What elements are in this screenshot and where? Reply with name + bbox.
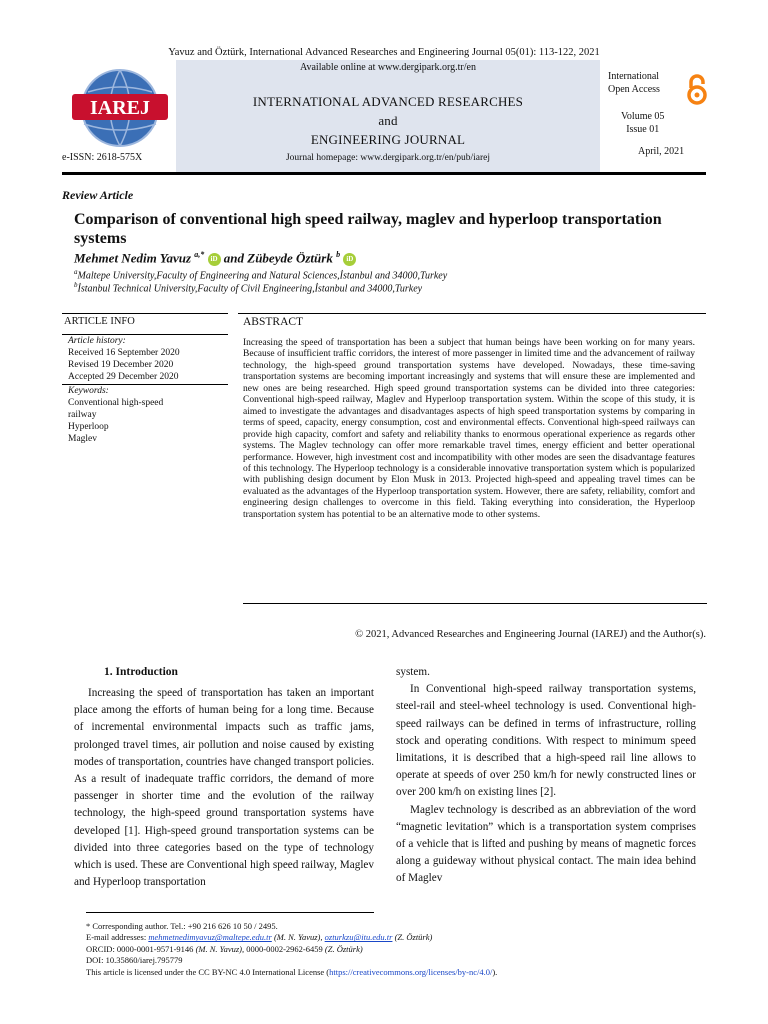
abstract-text: Increasing the speed of transportation has been a subject that human beings have been working on for many years. Because of insufficient traffic corridors, the interest of more passenger in limited time and the advancement of railway technology, the high-speed ground transportation systems have developed. Nowadays, these time-saving transportation systems are becoming important increasingly and systems that will ensure these are implemented and new ones are being researched. High speed ground transportation systems can be divided into three categories: Conventional high-speed railway, Maglev and Hyperloop transportation system. Within the scope of this study, it is aimed to investigate the advantages and disadvantages aspects of high speed transportation systems by comparing in terms of speed, capacity, energy consumption, cost and environmental effects. Conventional high-speed railways can provide high capacity, comfort and safety and reliability thanks to enormous operational experience as regards other systems. The Maglev technology can offer more remarkable travel times, energy efficient and better operational performance. However, high investment cost and incompatibility with other modes are seen the disadvantage features of this technology. The Hyperloop technology is a considerable innovative transportation system which is popularized with publishing design document by Elon Musk in 2013. Projected high-speed and appealing travel times can be evaluated as the advantages of the Hyperloop transportation system. However, there are safety, reliability, comfort and engineering design challenges to overcome in this field. Taking everything into consideration, the Hyperloop transportation system has potential to be an alternative mode to other systems.: [243, 338, 695, 520]
globe-logo-icon: [70, 62, 170, 152]
orcid2-name: (Z. Öztürk): [324, 943, 363, 954]
orcid1-name: (M. N. Yavuz),: [195, 943, 245, 954]
orcid-label: ORCID: 0000-0001-9571-9146: [86, 943, 194, 954]
author-1-sup: a,*: [194, 250, 205, 259]
issue: Issue 01: [626, 124, 660, 135]
affiliation-b: [74, 281, 422, 294]
masthead-rule: [62, 172, 706, 175]
orcid2-id: 0000-0002-2962-6459: [246, 943, 323, 954]
license-line: [86, 967, 497, 978]
abstract-label: ABSTRACT: [243, 316, 304, 328]
paragraph: Maglev technology is described as an abbreviation of the word “magnetic levitation” which is a transportation system comprises of a vehicle that is lifted and pushing by means of magnetic forces along a guideway without physical contact. The main idea behind of Maglev: [396, 803, 696, 885]
email-addresses: [86, 932, 497, 943]
license-post: ).: [492, 966, 498, 977]
article-title: Comparison of conventional high speed railway, maglev and hyperloop transportation systems: [74, 211, 662, 247]
keyword-2: Hyperloop: [68, 422, 109, 432]
available-online: Available online at www.dergipark.org.tr/en: [300, 62, 476, 73]
body-column-1: [74, 685, 374, 891]
paragraph: Increasing the speed of transportation has taken an important place among the efforts of human being for a long time. Because of incremental environmental impacts such as traffic jams, prolonged travel times, air pollution and noise caused by existing modes of transportation, countries have changed transport policies. As a result of inadequate traffic corridors, the demand of more passenger in shorter time and the evolution of the railway technology, the high-speed ground transportation systems have developed [1]. High-speed ground transportation systems can be divided into three categories based on the type of technology which is used. These are Conventional high speed railway, Maglev and Hyperloop transportation: [74, 687, 374, 889]
journal-title-line2: and: [378, 113, 398, 128]
affil-a-text: Maltepe University,Faculty of Engineering and Natural Sciences,İstanbul and 34000,Turkey: [77, 270, 448, 282]
author-2: Zübeyde Öztürk: [247, 250, 333, 266]
doi: DOI: 10.35860/iarej.795779: [86, 955, 183, 966]
logo-text: IAREJ: [89, 97, 151, 119]
footnotes: [86, 921, 497, 978]
volume: Volume 05: [621, 111, 665, 122]
author-2-sup: b: [336, 250, 341, 259]
issue-date: April, 2021: [638, 146, 685, 157]
keyword-1: Conventional high-speed railway: [68, 398, 164, 420]
email-label: E-mail addresses:: [86, 932, 147, 943]
abstract-rule: [238, 313, 706, 314]
paragraph: In Conventional high-speed railway transportation systems, steel-rail and steel-wheel technology is used. Conventional high-speed railways can be defined in terms of infrastructure, rolling stock and operating conditions. With respect to minimum speed limitations, it is described that a high-speed rail line allows to operate at speeds of over 250 km/h for newly constructed lines or over 200 km/h on existing lines [2].: [396, 683, 696, 799]
oa-line2: Open Access: [608, 84, 660, 95]
email2-name: (Z. Öztürk): [394, 932, 433, 943]
running-header: Yavuz and Öztürk, International Advanced Researches and Engineering Journal 05(01): 113-122, 2021: [168, 47, 600, 58]
email-link-2[interactable]: ozturkzu@itu.edu.tr: [324, 932, 393, 943]
open-access-lock-icon: [686, 74, 708, 106]
received-date: Received 16 September 2020: [68, 348, 180, 358]
license-pre: This article is licensed under the CC BY-NC 4.0 International License (: [86, 966, 330, 977]
oa-line1: International: [608, 71, 660, 82]
article-info-label: ARTICLE INFO: [64, 316, 135, 327]
and-word: and: [223, 250, 244, 266]
section-heading-introduction: 1. Introduction: [104, 666, 178, 678]
body-column-2: [396, 664, 696, 888]
article-info-box: [62, 333, 228, 453]
footnote-rule: [86, 912, 374, 913]
affil-a-sup: a: [74, 268, 78, 276]
email-link-1[interactable]: mehmetnedimyavuz@maltepe.edu.tr: [148, 932, 272, 943]
email1-name: (M. N. Yavuz),: [273, 932, 323, 943]
affil-b-text: İstanbul Technical University,Faculty of Civil Engineering,İstanbul and 34000,Turkey: [77, 283, 423, 295]
journal-title-line3: ENGINEERING JOURNAL: [310, 132, 466, 147]
revised-date: Revised 19 December 2020: [68, 360, 174, 370]
affil-b-sup: b: [74, 281, 78, 289]
article-type: Review Article: [62, 188, 134, 202]
corresponding-author: * Corresponding author. Tel.: +90 216 626 10 50 / 2495.: [86, 921, 278, 931]
journal-title-line1: INTERNATIONAL ADVANCED RESEARCHES: [252, 94, 524, 109]
paragraph: system.: [396, 666, 430, 678]
journal-title: [176, 92, 600, 149]
license-link[interactable]: https://creativecommons.org/licenses/by-nc/4.0/: [329, 966, 493, 977]
journal-logo: [70, 62, 170, 152]
masthead-right: [608, 70, 728, 157]
journal-homepage: Journal homepage: www.dergipark.org.tr/en/pub/iarej: [285, 153, 491, 163]
keywords-label: Keywords:: [68, 386, 109, 396]
orcid-line: [86, 944, 497, 955]
affiliation-a: [74, 268, 447, 281]
masthead-panel: [176, 60, 600, 172]
copyright: © 2021, Advanced Researches and Engineering Journal (IAREJ) and the Author(s).: [355, 629, 706, 640]
issn: e-ISSN: 2618-575X: [62, 152, 143, 163]
author-1: Mehmet Nedim Yavuz: [74, 250, 192, 266]
open-access-label: [608, 70, 728, 96]
volume-issue: [621, 110, 664, 136]
orcid-icon[interactable]: iD: [208, 253, 221, 266]
keyword-3: Maglev: [68, 434, 98, 444]
abstract-bottom-rule: [243, 603, 707, 604]
history-label: Article history:: [68, 336, 126, 346]
authors: [74, 250, 356, 266]
article-info-rule: [62, 313, 228, 314]
orcid-icon[interactable]: iD: [343, 253, 356, 266]
accepted-date: Accepted 29 December 2020: [68, 372, 179, 382]
